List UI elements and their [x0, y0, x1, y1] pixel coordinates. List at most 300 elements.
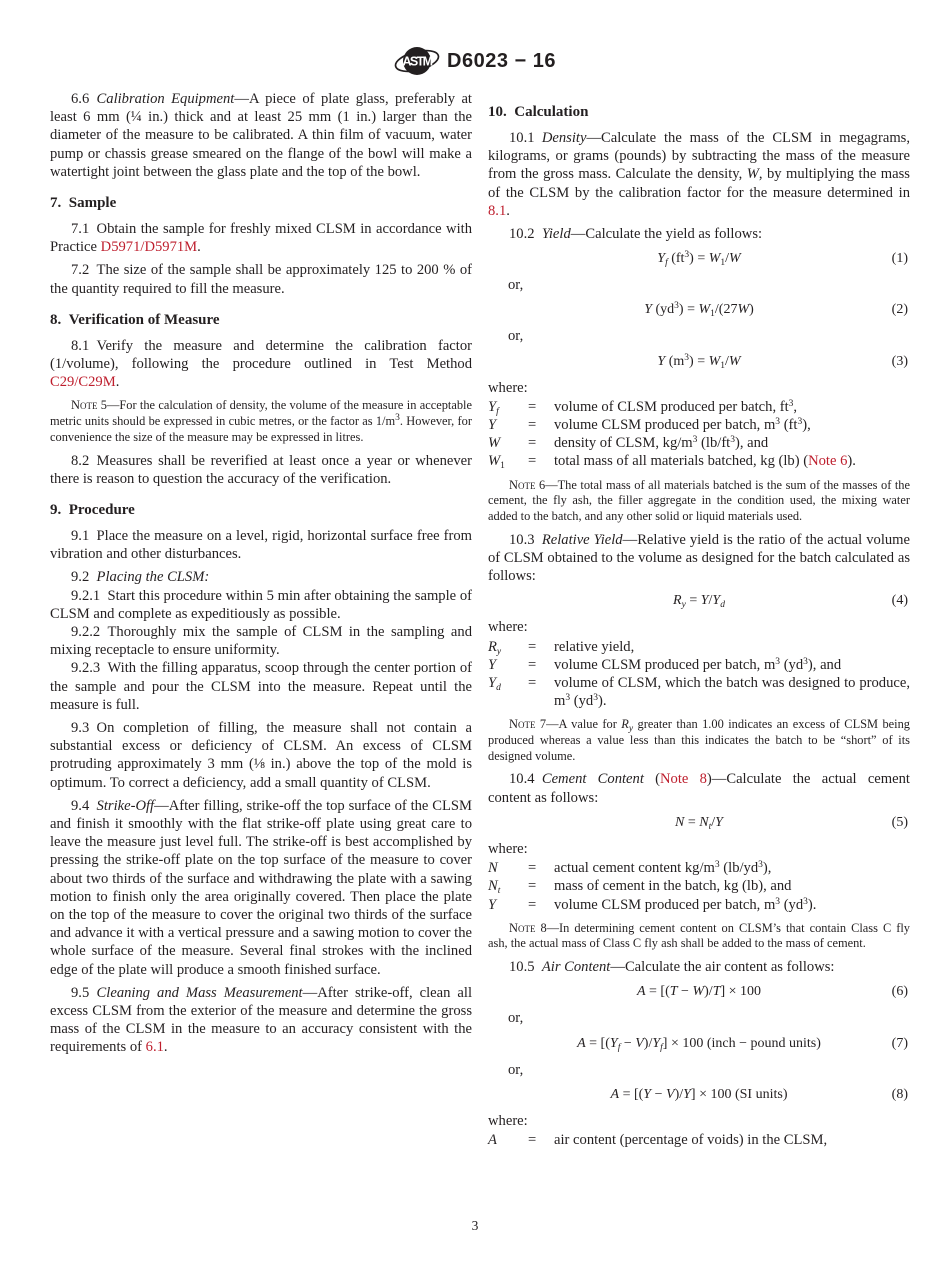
paragraph — [488, 531, 910, 586]
definition-desc — [554, 398, 910, 416]
note-paragraph — [488, 478, 910, 525]
text-run: 3 — [395, 413, 400, 424]
text-run: ), and — [807, 656, 842, 673]
text-run: /(27 — [714, 302, 738, 318]
paragraph — [50, 797, 472, 979]
text-run: ), and — [735, 435, 769, 452]
definition-desc — [554, 896, 910, 914]
section-heading — [488, 103, 910, 121]
text-run: —A piece of plate glass, preferably at least 6 mm (¼ in.) thick and at least 25 mm (1 in.) larger than the diameter of the measure to be calibrated. A thin film of vacuum, water pump or chassis grease smeared on the flange of the bowl will make a watertight joint between the glass plate and the top of the bowl. — [50, 91, 472, 180]
equation-formula — [644, 301, 754, 320]
text-run: 8.1 Verify the measure and determine the calibration factor (1/volume), following the procedure outlined in Test Method — [50, 337, 472, 373]
definition-row — [488, 638, 910, 656]
text-run: 1 — [710, 309, 715, 320]
paragraph — [50, 623, 472, 659]
definition-desc — [554, 416, 910, 434]
text-run: Y — [683, 1086, 691, 1102]
equation-formula — [637, 984, 761, 999]
text-run: 7. Sample — [50, 195, 117, 212]
equation-number: (2) — [891, 302, 908, 318]
ref-link[interactable]: 8.1 — [488, 202, 507, 219]
text-run: 3 — [803, 656, 808, 667]
text-run: W — [708, 353, 721, 369]
text-run: where: — [488, 1112, 528, 1129]
text-run: Y — [488, 896, 497, 913]
definition-desc — [554, 452, 910, 470]
text-run: 10.5 — [509, 959, 542, 976]
text-run: 7.1 Obtain the sample for freshly mixed CLSM in accordance with Practice — [50, 221, 472, 256]
definition-term — [488, 877, 528, 895]
equals-sign: = — [528, 656, 537, 673]
astm-logo-icon — [394, 42, 440, 80]
text-run: f — [660, 1042, 663, 1053]
definition-row — [488, 452, 910, 470]
paragraph — [50, 719, 472, 792]
text-run: y — [628, 724, 634, 735]
text-run: ). — [847, 453, 856, 470]
equation — [488, 1035, 910, 1052]
equation — [488, 592, 910, 609]
text-run: . — [197, 239, 201, 256]
text-run: f — [617, 1042, 621, 1053]
text-run: R — [488, 638, 497, 655]
definition-desc — [554, 1131, 910, 1149]
text-run: volume of CLSM produced per batch, ft — [554, 398, 789, 415]
text-run: / — [708, 593, 713, 609]
equation — [488, 250, 910, 267]
equation — [488, 301, 910, 318]
text-run: ), — [762, 860, 772, 877]
definition-term — [488, 434, 528, 452]
text-run: 3 — [692, 435, 698, 446]
ref-link[interactable]: Note 6 — [808, 453, 848, 470]
equation — [488, 983, 910, 1000]
definition-desc — [554, 638, 910, 656]
text-run: 10. Calculation — [488, 104, 589, 120]
text-run: W — [488, 435, 501, 452]
text-run: or, — [508, 1010, 524, 1027]
paragraph — [50, 220, 472, 256]
text-run: mass of cement in the batch, kg (lb), and — [554, 878, 792, 895]
text-run: Y — [609, 1035, 618, 1051]
text-run: volume CLSM produced per batch, m — [554, 656, 776, 673]
equation-formula — [675, 815, 723, 830]
text-run: A — [610, 1086, 620, 1102]
paragraph — [50, 337, 472, 392]
text-run: Relative Yield — [541, 531, 623, 548]
equals-sign: = — [528, 398, 537, 415]
text-run: W — [692, 984, 705, 1000]
text-run: ) — [749, 302, 754, 318]
text-run: ), — [802, 417, 811, 434]
text-run: Placing the CLSM: — [96, 569, 210, 586]
ref-link[interactable]: Note 8 — [659, 771, 707, 788]
text-run: = — [685, 593, 701, 609]
text-run: ( — [643, 771, 660, 788]
paragraph — [50, 527, 472, 563]
text-run: 3 — [788, 398, 794, 409]
text-run: Y — [644, 302, 652, 318]
text-run: / — [725, 251, 730, 267]
definition-row — [488, 398, 910, 416]
paragraph — [50, 452, 472, 488]
definition-term — [488, 896, 528, 914]
text-run: R — [673, 593, 682, 609]
text-run: greater than 1.00 indicates an excess of CLSM being produced whereas a value less than this indicates the batch to be “short” of its designed volume. — [488, 717, 910, 763]
equals-sign: = — [528, 453, 537, 470]
text-run: A — [488, 1131, 497, 1148]
text-run: )—Calculate the actual cement content as follows: — [488, 771, 910, 806]
text-run: 3 — [775, 656, 781, 667]
text-run: Cleaning and Mass Measurement — [96, 984, 303, 1001]
text-run: 3 — [684, 250, 690, 261]
equation-number: (8) — [891, 1086, 908, 1102]
text-run: )/ — [643, 1035, 653, 1051]
equation-number: (4) — [891, 593, 908, 609]
text-run: A — [636, 984, 646, 1000]
paragraph — [488, 129, 910, 220]
text-run: Y — [657, 353, 666, 369]
right-column — [488, 90, 910, 1151]
definition-desc — [554, 859, 910, 877]
text-run: − — [620, 1035, 636, 1051]
definition-term — [488, 859, 528, 877]
text-run: y — [681, 600, 686, 611]
text-run: − — [677, 984, 693, 1000]
text-run: Density — [541, 130, 587, 146]
text-run: T — [669, 984, 678, 1000]
page-footer — [0, 1218, 950, 1234]
text-run: / — [725, 353, 729, 369]
text-run: 9.2 — [71, 569, 97, 586]
definition-row — [488, 674, 910, 710]
text-run: 3 — [714, 860, 720, 871]
text-run: 10.2 — [509, 226, 542, 243]
text-run: W — [708, 251, 721, 267]
equation-formula — [673, 593, 725, 611]
text-run: Y — [715, 814, 723, 830]
text-run: total mass of all materials batched, kg (lb) ( — [554, 453, 809, 470]
definition-desc — [554, 877, 910, 895]
text-run: Note — [509, 477, 536, 492]
text-run: 9.1 Place the measure on a level, rigid, horizontal surface free from vibration and other disturbances. — [50, 527, 472, 563]
where-label — [488, 840, 910, 858]
text-run: (lb/ft — [697, 435, 731, 452]
definition-list — [488, 1131, 910, 1149]
equals-sign: = — [528, 674, 537, 691]
text-run: Note — [509, 717, 536, 732]
text-run: 9.3 On completion of filling, the measure shall not contain a substantial excess or deficiency of CLSM. An excess of CLSM protruding approximately 3 mm (⅛ in.) above the top of the mold is optimum. To correct a deficiency, add a small quantity of CLSM. — [50, 719, 472, 791]
text-run: density of CLSM, kg/m — [554, 435, 693, 452]
text-run: —After strike-off, clean all excess CLSM from the exterior of the measure and determine the gross mass of the CLSM in the measure to an accuracy consistent with the requirements of — [50, 984, 473, 1056]
ref-link[interactable]: C29/C29M — [50, 374, 116, 391]
ref-link[interactable]: 6.1 — [145, 1039, 164, 1056]
text-run: 8. Verification of Measure — [50, 311, 220, 328]
text-run: f — [665, 258, 668, 269]
text-run: 3 — [565, 693, 571, 704]
definition-term — [488, 656, 528, 674]
text-run: 9.2.3 With the filling apparatus, scoop through the center portion of the sample and pour the CLSM into the measure. Repeat until the measure is full. — [50, 660, 472, 713]
text-run: Note — [71, 398, 98, 413]
text-run: 3 — [684, 352, 690, 363]
text-run: Strike-Off — [96, 797, 155, 814]
text-run: 9. Procedure — [50, 501, 135, 518]
text-run: 10.3 — [509, 531, 542, 548]
text-run: )/ — [704, 984, 713, 1000]
text-run: ) = — [678, 302, 699, 318]
or-connector — [488, 1009, 910, 1027]
text-run: 8—In determining cement content on CLSM’s that contain Class C fly ash, the actual mass of Class C fly ash shall be added to the mass of cement. — [488, 920, 910, 951]
text-run: —After filling, strike-off the top surface of the CLSM and finish it smoothly with the flat strike-off plate using great care to leave the measure just level full. The strike-off is best accomplished by pressing the strike-off plate on the top surface of the measure to cover about two thirds of the surface and withdrawing the plate with a sawing motion to finish only the area originally covered. Then place the plate on the top of the measure to cover the original two thirds of the surface and advance it with a vertical pressure and a sawing motion to cover the whole surface of the measure. Several final strokes with the inclined edge of the plate will produce a smooth finished surface. — [50, 797, 472, 978]
ref-link[interactable]: D5971/D5971M — [100, 239, 198, 256]
left-column — [50, 90, 472, 1151]
text-run: Y — [700, 593, 709, 609]
definition-list — [488, 638, 910, 711]
text-run: ] × 100 (SI units) — [690, 1086, 788, 1102]
text-run: Y — [652, 1035, 661, 1051]
equals-sign: = — [528, 417, 537, 434]
definition-desc — [554, 674, 910, 710]
text-run: 9.2.2 Thoroughly mix the sample of CLSM in the sampling and mixing receptacle to ensure uniformity. — [50, 623, 472, 659]
definition-row — [488, 416, 910, 434]
document-id: D6023 − 16 — [447, 49, 556, 72]
text-run: or, — [508, 277, 524, 294]
text-run: Y — [488, 417, 497, 434]
paragraph — [488, 958, 910, 976]
text-run: volume CLSM produced per batch, m — [554, 417, 776, 434]
text-run: (yd — [780, 656, 804, 673]
equation-formula — [657, 354, 740, 369]
text-run: N — [699, 814, 709, 830]
text-run: . However, for convenience the size of the measure may be expressed in litres. — [50, 414, 472, 444]
definition-row — [488, 434, 910, 452]
text-run: or, — [508, 1061, 524, 1078]
text-run: 1 — [720, 258, 726, 269]
paragraph — [50, 261, 472, 297]
text-run: —Calculate the yield as follows: — [570, 226, 763, 243]
text-run: , — [793, 398, 798, 415]
equals-sign: = — [528, 1131, 537, 1148]
note-paragraph — [488, 717, 910, 764]
text-run: Calibration Equipment — [96, 91, 235, 107]
paragraph — [50, 90, 472, 181]
text-run: y — [496, 646, 502, 657]
definition-term — [488, 452, 528, 470]
definition-term — [488, 398, 528, 416]
text-run: 7—A value for — [535, 717, 622, 732]
text-run: = — [684, 814, 700, 830]
text-run: (yd — [570, 693, 594, 710]
text-run: Y — [488, 674, 497, 691]
text-run: W — [737, 302, 750, 318]
text-run: W — [746, 166, 759, 183]
definition-term — [488, 416, 528, 434]
where-label — [488, 379, 910, 397]
text-run: ) = — [689, 353, 709, 369]
paragraph — [50, 587, 472, 623]
text-run: (m — [665, 353, 685, 369]
text-run: ] × 100 — [720, 984, 762, 1000]
text-run: )/ — [674, 1086, 684, 1102]
or-connector — [488, 1061, 910, 1079]
or-connector — [488, 276, 910, 294]
text-run: ). — [597, 693, 607, 710]
text-run: t — [708, 821, 712, 832]
paragraph — [50, 659, 472, 714]
text-run: 3 — [674, 301, 679, 312]
text-run: (ft — [667, 251, 685, 267]
text-run: = [( — [619, 1086, 644, 1102]
text-run: Yield — [541, 226, 571, 243]
text-run: where: — [488, 379, 528, 396]
text-run: 10.4 — [509, 771, 542, 788]
text-run: 6—The total mass of all materials batched is the sum of the masses of the cement, the fly ash, the filler aggregate in the condition used, the mixing water added to the batch, and any other solid or liquid materials used. — [488, 477, 910, 524]
section-heading — [50, 311, 472, 329]
equation-formula — [657, 250, 741, 269]
section-heading — [50, 194, 472, 212]
text-run: ). — [807, 896, 817, 913]
text-run: 5—For the calculation of density, the volume of the measure in acceptable metric units should be expressed in cubic metres, or the factor as 1/m — [50, 398, 472, 429]
text-run: Y — [643, 1086, 652, 1102]
text-run: 3 — [593, 693, 598, 704]
definition-row — [488, 859, 910, 877]
text-run: / — [711, 814, 716, 830]
equation — [488, 353, 910, 370]
definition-row — [488, 877, 910, 895]
text-run: (yd — [651, 302, 675, 318]
where-label — [488, 618, 910, 636]
text-run: actual cement content kg/m — [554, 860, 715, 877]
text-run: relative yield, — [554, 638, 635, 655]
paragraph — [50, 984, 472, 1057]
text-run: 3 — [730, 435, 735, 446]
definition-desc — [554, 434, 910, 452]
note-paragraph — [488, 921, 910, 952]
text-run: V — [635, 1035, 644, 1051]
text-run: ] × 100 (inch − pound units) — [662, 1035, 821, 1051]
definition-list — [488, 398, 910, 471]
paragraph — [488, 225, 910, 243]
where-label — [488, 1112, 910, 1130]
text-run: . — [163, 1039, 168, 1056]
paragraph — [488, 770, 910, 806]
text-run: = [( — [645, 984, 670, 1000]
paragraph — [50, 568, 472, 586]
equals-sign: = — [528, 896, 537, 913]
text-run: Note — [509, 920, 536, 935]
text-run: 9.2.1 Start this procedure within 5 min after obtaining the sample of CLSM and complete as expeditiously as possible. — [50, 587, 472, 622]
definition-row — [488, 1131, 910, 1149]
text-run: 3 — [775, 417, 781, 428]
text-run: Y — [488, 398, 497, 415]
text-run: Y — [657, 251, 666, 267]
definition-term — [488, 1131, 528, 1149]
definition-list — [488, 859, 910, 914]
text-run: 3 — [775, 896, 781, 907]
note-paragraph — [50, 398, 472, 445]
equals-sign: = — [528, 860, 537, 877]
equation-number: (6) — [891, 984, 908, 1000]
text-run: A — [577, 1035, 586, 1051]
text-run: (lb/yd — [719, 860, 759, 877]
text-run: N — [488, 860, 498, 877]
definition-term — [488, 638, 528, 656]
text-run: V — [666, 1086, 675, 1102]
text-run: —Relative yield is the ratio of the actual volume of CLSM obtained to the volume as designed for the batch calculated as follows: — [488, 531, 911, 585]
text-run: Cement Content — [541, 771, 644, 788]
text-run: t — [497, 886, 501, 897]
text-run: 10.1 — [509, 130, 542, 146]
equation-number: (1) — [891, 251, 908, 267]
equation-number: (5) — [891, 814, 908, 830]
text-run: T — [712, 984, 721, 1000]
text-run: (ft — [780, 417, 798, 434]
equals-sign: = — [528, 435, 537, 452]
text-run: W — [728, 353, 741, 369]
text-run: 8.2 Measures shall be reverified at least once a year or whenever there is reason to question the accuracy of the verification. — [50, 452, 472, 487]
text-run: Y — [488, 656, 497, 673]
equals-sign: = — [528, 638, 537, 655]
text-run: 3 — [803, 896, 808, 907]
equals-sign: = — [528, 878, 537, 895]
text-run: 1 — [720, 360, 726, 371]
equation-formula — [611, 1087, 788, 1102]
text-run: d — [496, 682, 501, 693]
equation-number: (7) — [891, 1035, 908, 1051]
page-header — [0, 0, 950, 80]
text-run: or, — [508, 328, 524, 345]
text-run: f — [496, 406, 499, 417]
text-run: = [( — [585, 1035, 610, 1051]
or-connector — [488, 327, 910, 345]
text-run: —Calculate the mass of the CLSM in megagrams, kilograms, or grams (pounds) by subtracting the mass of the measure from the gross mass. Calculate the density, — [488, 130, 910, 183]
definition-row — [488, 896, 910, 914]
equation-number: (3) — [891, 353, 908, 369]
text-run: 3 — [797, 417, 803, 428]
text-run: —Calculate the air content as follows: — [610, 959, 835, 976]
text-run: W — [488, 453, 501, 470]
svg-text:ASTM: ASTM — [402, 54, 432, 69]
two-column-body — [0, 80, 950, 1151]
equation — [488, 814, 910, 831]
text-run: R — [621, 717, 629, 732]
equation — [488, 1086, 910, 1103]
definition-row — [488, 656, 910, 674]
text-run: 3 — [758, 860, 763, 871]
text-run: 9.4 — [71, 797, 97, 814]
section-heading — [50, 501, 472, 519]
definition-desc — [554, 656, 910, 674]
text-run: 6.6 — [71, 91, 97, 107]
equation-formula — [577, 1036, 821, 1051]
text-run: . — [506, 202, 510, 219]
text-run: d — [720, 600, 725, 611]
text-run: N — [675, 814, 685, 830]
text-run: . — [115, 374, 120, 391]
text-run: where: — [488, 619, 528, 636]
text-run: N — [488, 878, 498, 895]
text-run: Y — [712, 593, 721, 609]
text-run: 1 — [500, 461, 505, 472]
text-run: − — [651, 1086, 666, 1102]
text-run: volume of CLSM, which the batch was designed to produce, m — [554, 674, 910, 710]
text-run: W — [729, 251, 741, 267]
text-run: (yd — [780, 896, 804, 913]
text-run: Air Content — [541, 959, 611, 976]
text-run: W — [698, 302, 711, 318]
text-run: air content (percentage of voids) in the CLSM, — [554, 1131, 828, 1148]
text-run: 7.2 The size of the sample shall be approximately 125 to 200 % of the quantity required to fill the measure. — [50, 262, 472, 297]
